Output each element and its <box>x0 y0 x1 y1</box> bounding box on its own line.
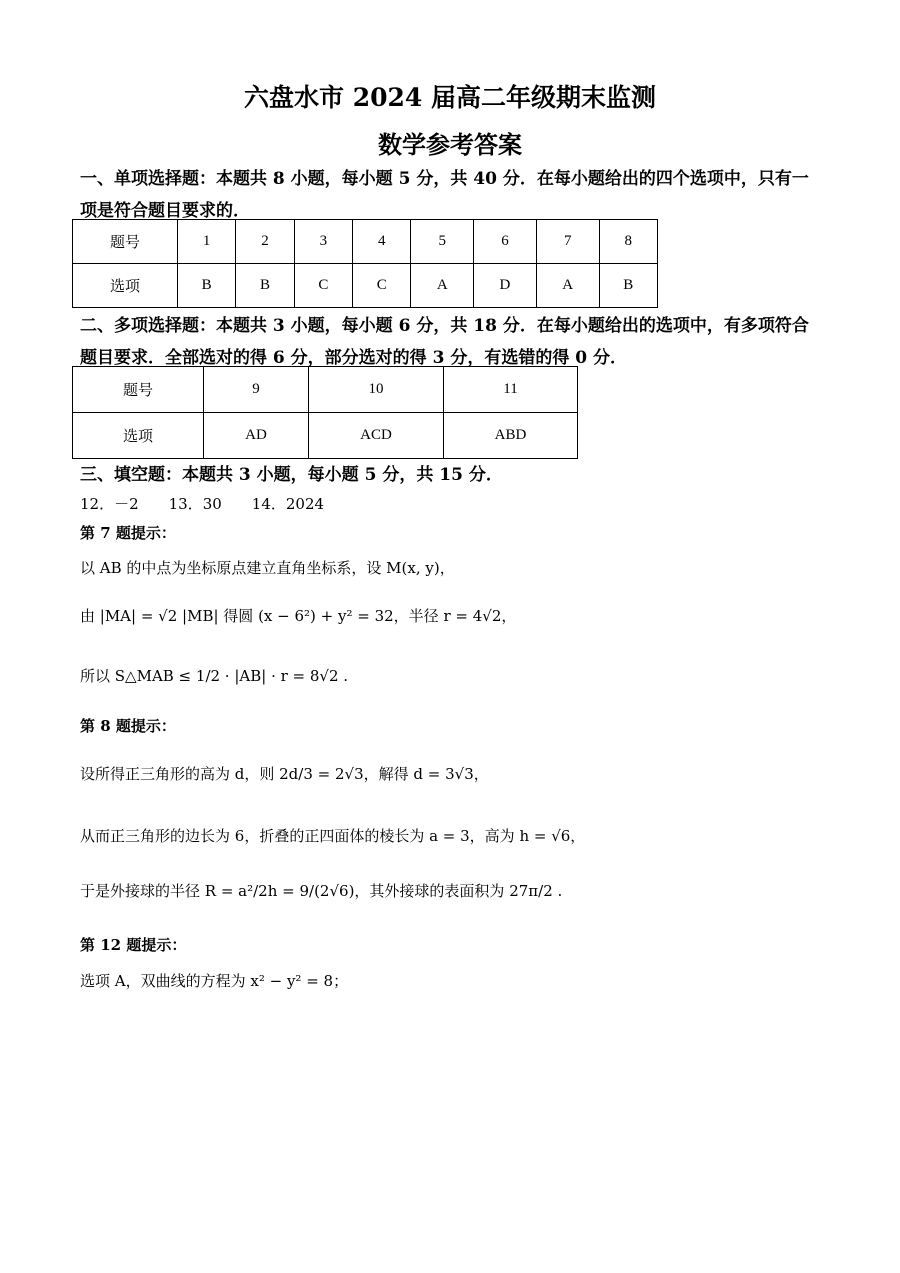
answer-cell: A <box>536 264 599 308</box>
question-number: 7 <box>536 220 599 264</box>
answer-cell: B <box>599 264 657 308</box>
table-row-answers <box>73 413 578 459</box>
answer-cell: ABD <box>444 413 578 459</box>
hint7-heading: 第 7 题提示： <box>80 524 176 542</box>
hint7-line1: 以 AB 的中点为坐标原点建立直角坐标系，设 M(x, y)， <box>80 559 455 577</box>
page-title: 六盘水市 2024 届高二年级期末监测 <box>244 83 656 112</box>
answer-cell: C <box>353 264 411 308</box>
row-label-answer: 选项 <box>73 413 204 459</box>
row-label-answer: 选项 <box>73 264 178 308</box>
hint8-line1: 设所得正三角形的高为 d，则 2d/3 = 2√3，解得 d = 3√3， <box>80 765 489 783</box>
hint8-line3: 于是外接球的半径 R = a²/2h = 9/(2√6)，其外接球的表面积为 27π/2 . <box>80 882 563 900</box>
table-row-numbers <box>73 220 658 264</box>
page-subtitle: 数学参考答案 <box>378 130 522 159</box>
answer-cell: B <box>178 264 236 308</box>
question-number: 3 <box>294 220 352 264</box>
answer-cell: D <box>474 264 537 308</box>
table-row-answers <box>73 264 658 308</box>
question-number: 5 <box>411 220 474 264</box>
hint8-line2: 从而正三角形的边长为 6，折叠的正四面体的棱长为 a = 3，高为 h = √6， <box>80 827 586 845</box>
row-label-number: 题号 <box>73 220 178 264</box>
section1-instructions: 一、单项选择题：本题共 8 小题，每小题 5 分，共 40 分．在每小题给出的四个选项中，只有一项是符合题目要求的． <box>80 169 809 221</box>
question-number: 6 <box>474 220 537 264</box>
section3-instructions: 三、填空题：本题共 3 小题，每小题 5 分，共 15 分． <box>80 465 503 485</box>
question-number: 9 <box>204 367 309 413</box>
hint12-line1: 选项 A，双曲线的方程为 x² − y² = 8； <box>80 972 349 990</box>
question-number: 1 <box>178 220 236 264</box>
row-label-number: 题号 <box>73 367 204 413</box>
answer-cell: A <box>411 264 474 308</box>
question-number: 11 <box>444 367 578 413</box>
answer-cell: ACD <box>309 413 444 459</box>
hint7-line2: 由 |MA| = √2 |MB| 得圆 (x − 6²) + y² = 32，半径 r = 4√2， <box>80 607 517 625</box>
question-number: 2 <box>236 220 294 264</box>
section2-instructions: 二、多项选择题：本题共 3 小题，每小题 6 分，共 18 分．在每小题给出的选项中，有多项符合题目要求．全部选对的得 6 分，部分选对的得 3 分，有选错的得 0 分． <box>80 316 809 368</box>
question-number: 8 <box>599 220 657 264</box>
single-choice-answer-table <box>72 219 658 308</box>
question-number: 10 <box>309 367 444 413</box>
hint8-heading: 第 8 题提示： <box>80 717 176 735</box>
hint7-line3: 所以 S△MAB ≤ 1/2 · |AB| · r = 8√2 . <box>80 667 349 685</box>
answer-cell: C <box>294 264 352 308</box>
answer-cell: AD <box>204 413 309 459</box>
question-number: 4 <box>353 220 411 264</box>
multiple-choice-answer-table <box>72 366 578 459</box>
table-row-numbers <box>73 367 578 413</box>
hint12-heading: 第 12 题提示： <box>80 936 187 954</box>
fill-in-answers: 12．－2 13．30 14．2024 <box>80 495 325 513</box>
answer-cell: B <box>236 264 294 308</box>
